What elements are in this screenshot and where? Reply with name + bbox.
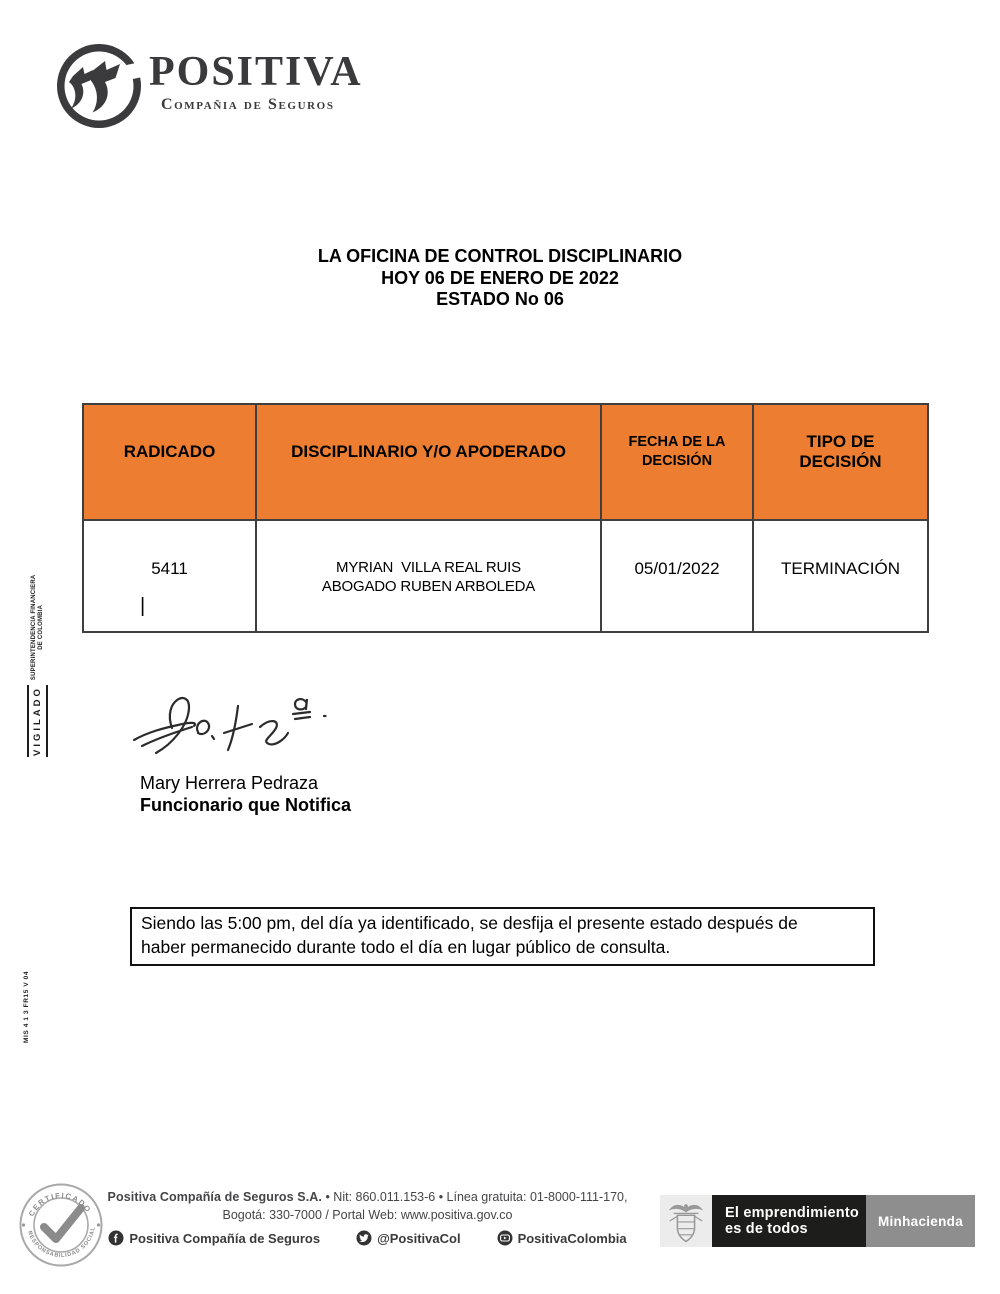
footer-social-row [95, 1230, 640, 1246]
facebook-label: Positiva Compañía de Seguros [129, 1230, 321, 1246]
positiva-doves-icon [55, 42, 143, 130]
header-fecha-decision: FECHA DE LA DECISIÓN [601, 404, 753, 520]
vigilado-label: VIGILADO [27, 685, 48, 757]
signatory-role: Funcionario que Notifica [140, 795, 352, 815]
seal-arc-bottom-text: RESPONSABILIDAD SOCIAL [26, 1225, 97, 1260]
table-header-row [83, 404, 928, 520]
youtube-handle [497, 1230, 627, 1246]
colombia-coat-of-arms [660, 1195, 712, 1247]
twitter-handle [356, 1230, 460, 1246]
cell-radicado: 5411 [83, 520, 256, 632]
footer-line2: Bogotá: 330-7000 / Portal Web: www.positiva.gov.co [222, 1208, 513, 1222]
form-code: MIS 4 1 3 FR15 V 04 [23, 970, 30, 1043]
superintendencia-line1: SUPERINTENDENCIA FINANCIERA [30, 574, 37, 681]
facebook-icon [108, 1230, 124, 1246]
positiva-logo [55, 42, 363, 130]
cell-tipo-decision: TERMINACIÓN [753, 520, 928, 632]
footer-info [95, 1190, 640, 1246]
cursor-mark: | [140, 595, 146, 617]
twitter-label: @PositivaCol [377, 1230, 461, 1246]
title-line-2: HOY 06 DE ENERO DE 2022 [381, 267, 619, 288]
youtube-label: PositivaColombia [517, 1230, 627, 1246]
vigilado-stamp [27, 574, 48, 757]
brand-subtitle: Compañia de Seguros [161, 96, 335, 113]
gov-slogan-line2: es de todos [725, 1221, 808, 1237]
svg-text:CERTIFICADO [27, 1191, 93, 1218]
gov-slogan [712, 1195, 866, 1247]
escudo-icon [665, 1198, 707, 1244]
government-logos [660, 1195, 975, 1247]
disciplinario-abogado: ABOGADO RUBEN ARBOLEDA [321, 577, 536, 595]
minhacienda-label: Minhacienda [866, 1195, 975, 1247]
footer-company-details: • Nit: 860.011.153-6 • Línea gratuita: 01-8000-111-170, [321, 1190, 628, 1204]
superintendencia-line2: DE COLOMBIA [37, 604, 44, 650]
header-disciplinario: DISCIPLINARIO Y/O APODERADO [256, 404, 601, 520]
twitter-icon [356, 1230, 372, 1246]
brand-wordmark: POSITIVA [149, 49, 363, 95]
superintendencia-label [31, 575, 45, 681]
disciplinario-name: MYRIAN VILLA REAL RUIS [336, 558, 521, 576]
table-data-row [83, 520, 928, 632]
header-tipo-decision: TIPO DE DECISIÓN [753, 404, 928, 520]
seal-arc-top-text: CERTIFICADO [26, 1190, 94, 1218]
document-title [0, 246, 1000, 311]
footer-company-name: Positiva Compañía de Seguros S.A. [107, 1190, 322, 1204]
notice-box: Siendo las 5:00 pm, del día ya identificado, se desfija el presente estado después de haber permanecido durante todo el día en lugar público de consulta. [130, 907, 875, 966]
footer-line1 [95, 1190, 640, 1204]
header-radicado: RADICADO [83, 404, 256, 520]
facebook-handle [108, 1230, 320, 1246]
cell-fecha-decision: 05/01/2022 [601, 520, 753, 632]
title-line-1: LA OFICINA DE CONTROL DISCIPLINARIO [317, 246, 683, 266]
cell-disciplinario [256, 520, 601, 632]
gov-slogan-line1: El emprendimiento [725, 1205, 859, 1221]
signature-scribble [128, 686, 353, 771]
signatory-name: Mary Herrera Pedraza [140, 773, 319, 793]
title-line-3: ESTADO No 06 [436, 289, 564, 309]
estado-table [82, 403, 929, 633]
youtube-icon [497, 1230, 513, 1246]
certification-seal-icon [18, 1182, 104, 1268]
